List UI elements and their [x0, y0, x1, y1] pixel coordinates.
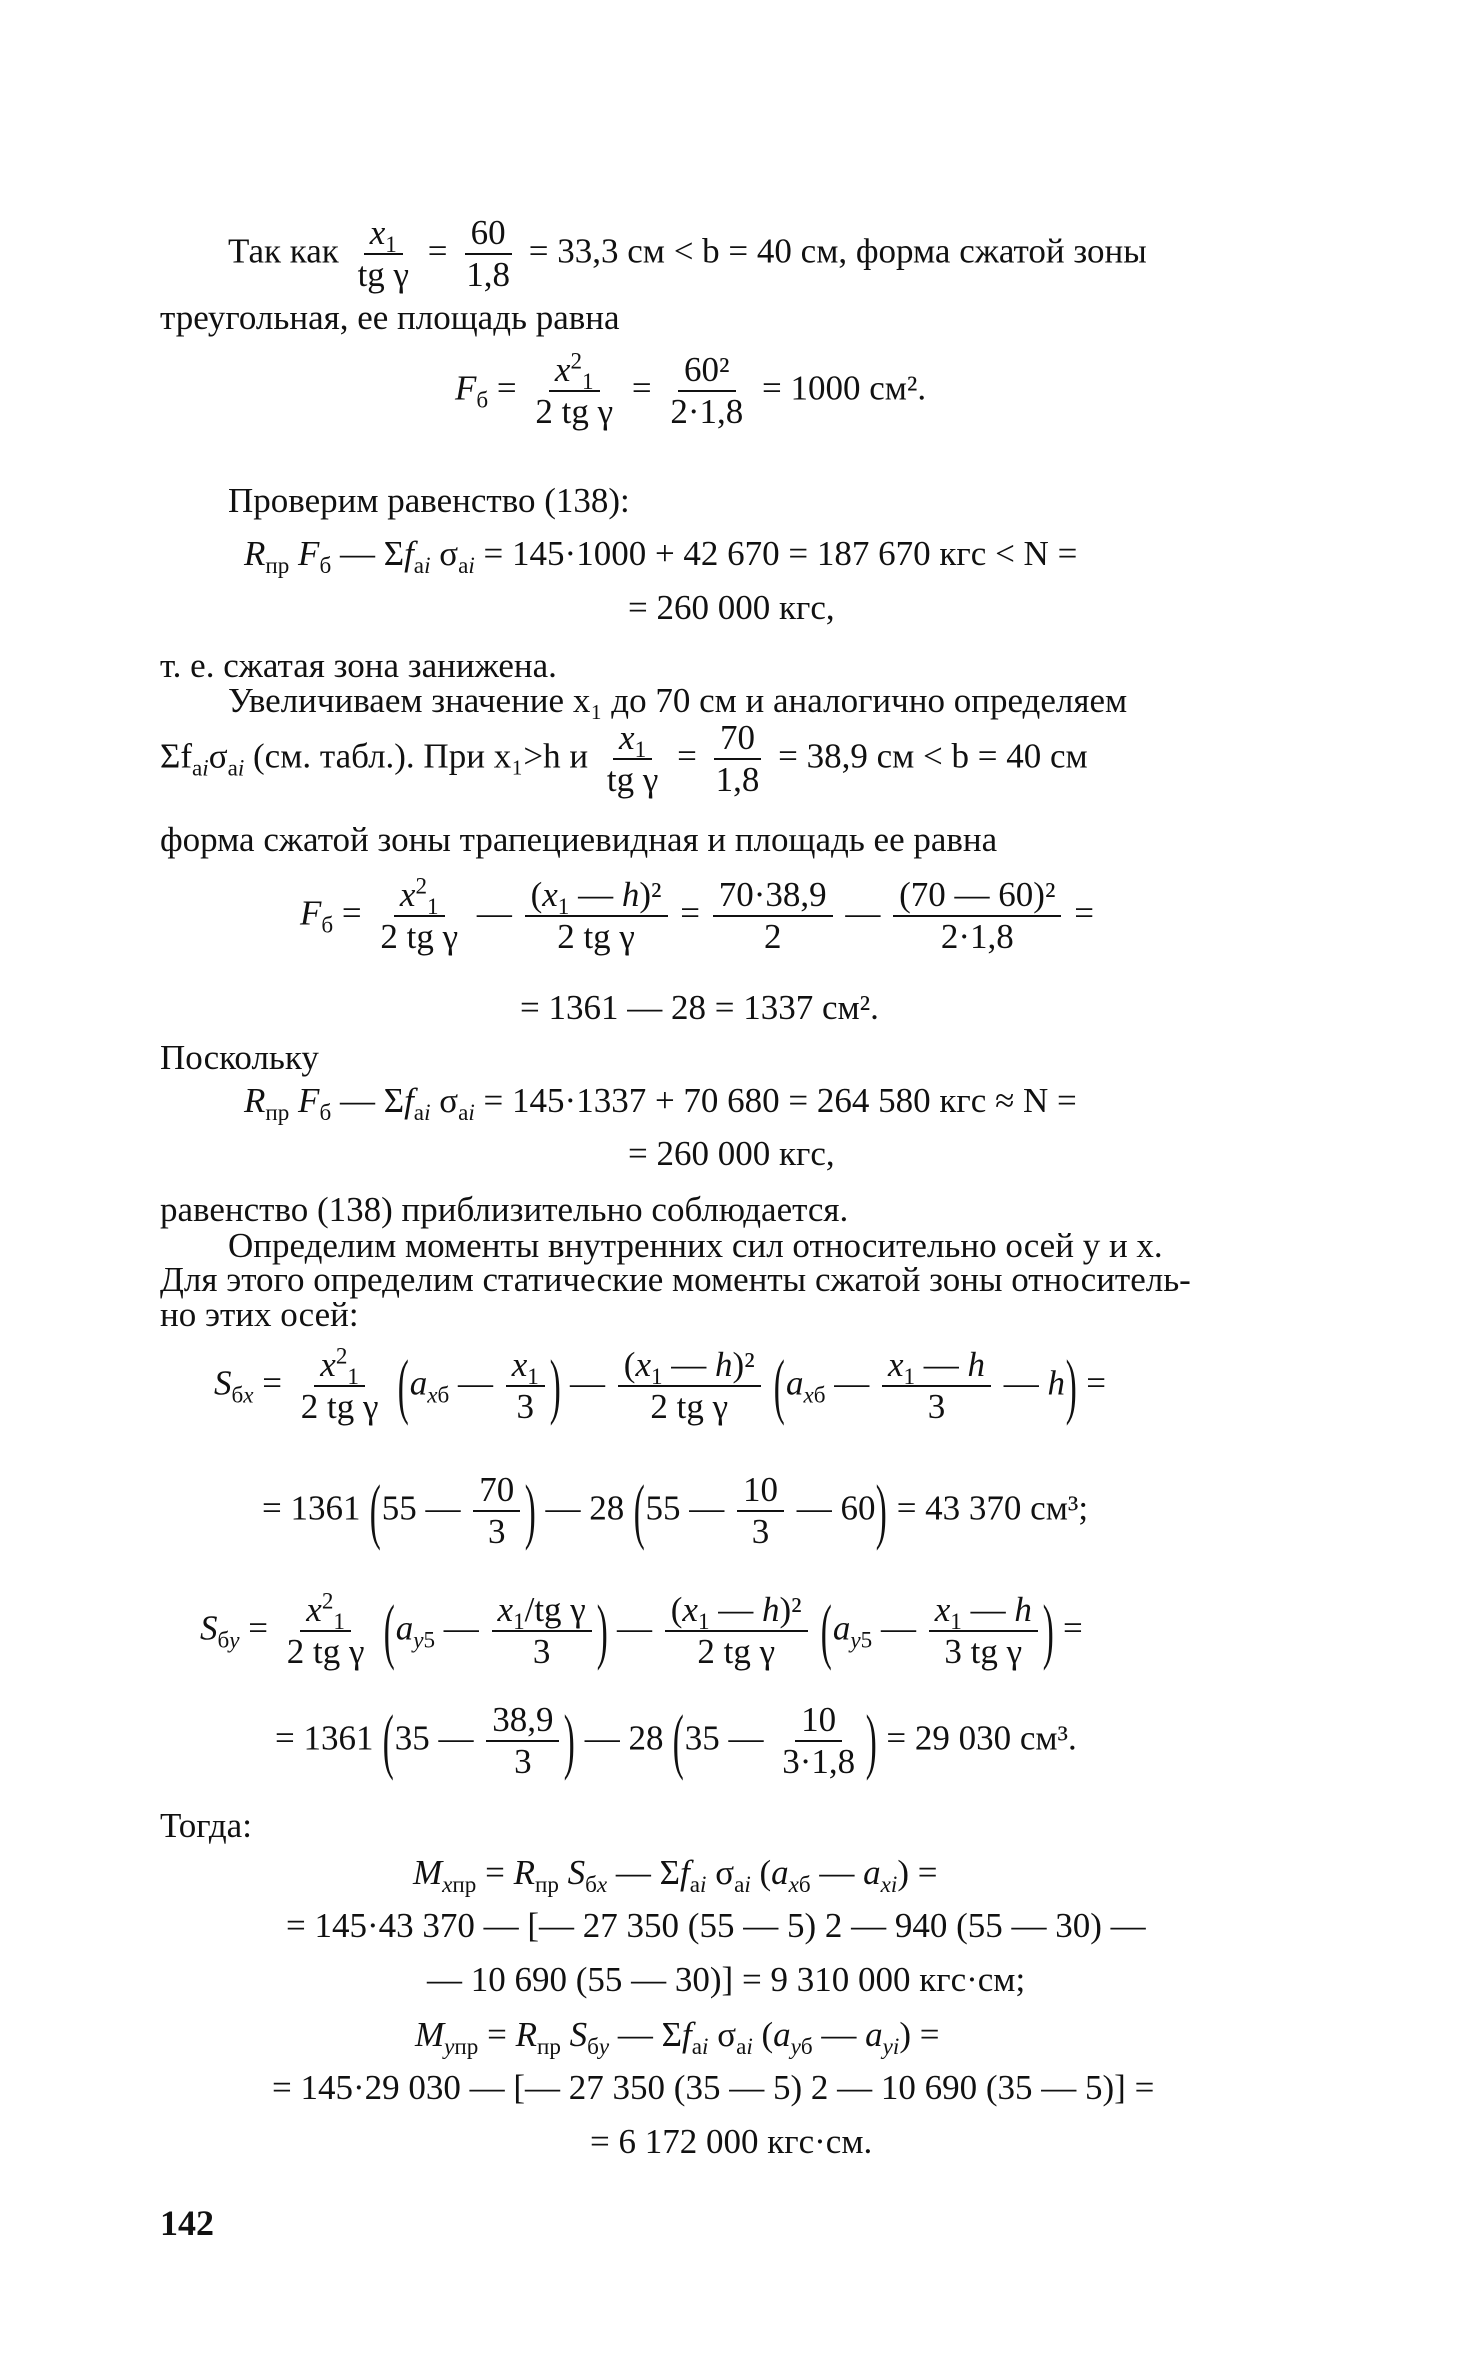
- equation-sbx: $S_{бx}$ = $\frac{x^2_1}{\text{2 tg γ}}$ ($a_{xб}$ — $\frac{x_1}{3}$ ) — $\frac{(x_1 — h)^2}{\text{2 tg γ}}$ ($a_{xб}$ — $\frac{x_1 — h}{3}$ — h) =: [214, 1342, 1107, 1427]
- text-line: форма сжатой зоны трапециевидная и площадь ее равна: [160, 820, 998, 859]
- text-line: треугольная, ее площадь равна: [160, 298, 620, 337]
- text-line: равенство (138) приблизительно соблюдается.: [160, 1190, 849, 1229]
- equation-sby-values: = 1361 (35 — $\frac{38,9}{3}$ ) — 28 (35 — $\frac{10}{3\cdot 1,8}$ ) = 29 030 см³.: [275, 1699, 1077, 1782]
- equation-sbx-values: = 1361 (55 — $\frac{70}{3}$ ) — 28 (55 — $\frac{10}{3}$ — 60) = 43 370 см³;: [262, 1469, 1089, 1552]
- equation-fb1: $F_б$ = $\frac{x^2_1}{\text{2 tg γ}}$ = $\frac{\text{60²}}{2\cdot 1,8}$ = 1000 см².: [455, 347, 927, 432]
- equation-2: $R_{пр}$ $F_б$ — $\Sigma f_{ai}$ $\sigma_{ai} = 145\cdot 1337 + 70$ 680 = 264 580 кгс ≈ N =: [244, 1081, 1077, 1125]
- fraction: $\frac{60}{1,8}$: [466, 213, 511, 295]
- text-line: Поскольку: [160, 1038, 319, 1077]
- equation-my: $M_{yпр} = R_{пр}$ $S_{бy}$ — $\Sigma f_{ai}$ $\sigma_{ai}$ ($a_{yб}$ — $a_{yi}$) =: [415, 2015, 940, 2059]
- equation-sby: $S_{бy}$ = $\frac{x^2_1}{\text{2 tg γ}}$ ($a_{y5}$ — $\frac{x_1/tg \gamma}{3}$ ) — $\frac{(x_1 — h)^2}{\text{2 tg γ}}$ ($a_{y5}$ — $\frac{x_1 — h}{\text{3 tg γ}}$ ) =: [200, 1587, 1083, 1672]
- fraction: $\frac{x_1}{\text{tg γ}}$: [357, 213, 410, 295]
- text-line: Тогда:: [160, 1806, 252, 1845]
- equation-fb2: $F_б$ = $\frac{x^2_1}{\text{2 tg γ}}$ — $\frac{(x_1 — h)^2}{\text{2 tg γ}}$ = $\frac{70\cdot 38,9}{2}$ — $\frac{\text{(70 — 60)²}}{2\cdot 1,8}$ =: [300, 872, 1094, 957]
- text-line: т. е. сжатая зона занижена.: [160, 646, 557, 685]
- equation-mx-line1: = 145·43 370 — [— 27 350 (55 — 5) 2 — 940 (55 — 30) —: [286, 1906, 1146, 1945]
- equation-my-line1: = 145·29 030 — [— 27 350 (35 — 5) 2 — 10 690 (35 — 5)] =: [272, 2068, 1155, 2107]
- text-line: $\Sigma f_{ai}\sigma_{ai}$ (см. табл.). При x₁>h и $\frac{x_1}{\text{tg γ}}$ = $\frac{70}{1,8}$ = 38,9 см < b = 40 см: [160, 718, 1088, 800]
- text-line: Определим моменты внутренних сил относительно осей y и x.: [228, 1226, 1163, 1265]
- equation-my-line2: = 6 172 000 кгс·см.: [590, 2122, 873, 2161]
- equation-1: $R_{пр}$ $F_б$ — $\Sigma f_{ai}$ $\sigma_{ai} = 145\cdot 1000 + 42$ 670 = 187 670 кгс < N =: [244, 534, 1078, 578]
- equation-mx: $M_{xпр} = R_{пр}$ $S_{бx}$ — $\Sigma f_{ai}$ $\sigma_{ai}$ ($a_{xб}$ — $a_{xi}$) =: [413, 1853, 938, 1897]
- page-number: 142: [160, 2203, 214, 2243]
- text-line: Увеличиваем значение x₁ до 70 см и аналогично определяем: [228, 681, 1128, 720]
- equation-2-cont: = 260 000 кгс,: [628, 1134, 835, 1173]
- text-line: Так как $\frac{x_1}{\text{tg γ}}$ = $\frac{60}{1,8}$ = 33,3 см < b = 40 см, форма сжатой зоны: [228, 213, 1147, 295]
- text-line: Для этого определим статические моменты сжатой зоны относитель-: [160, 1260, 1191, 1299]
- text-line: но этих осей:: [160, 1295, 359, 1334]
- equation-1-cont: = 260 000 кгс,: [628, 588, 835, 627]
- text-line: Проверим равенство (138):: [228, 481, 630, 520]
- equation-fb2-result: = 1361 — 28 = 1337 см².: [520, 988, 879, 1027]
- equation-mx-line2: — 10 690 (55 — 30)] = 9 310 000 кгс·см;: [427, 1960, 1026, 1999]
